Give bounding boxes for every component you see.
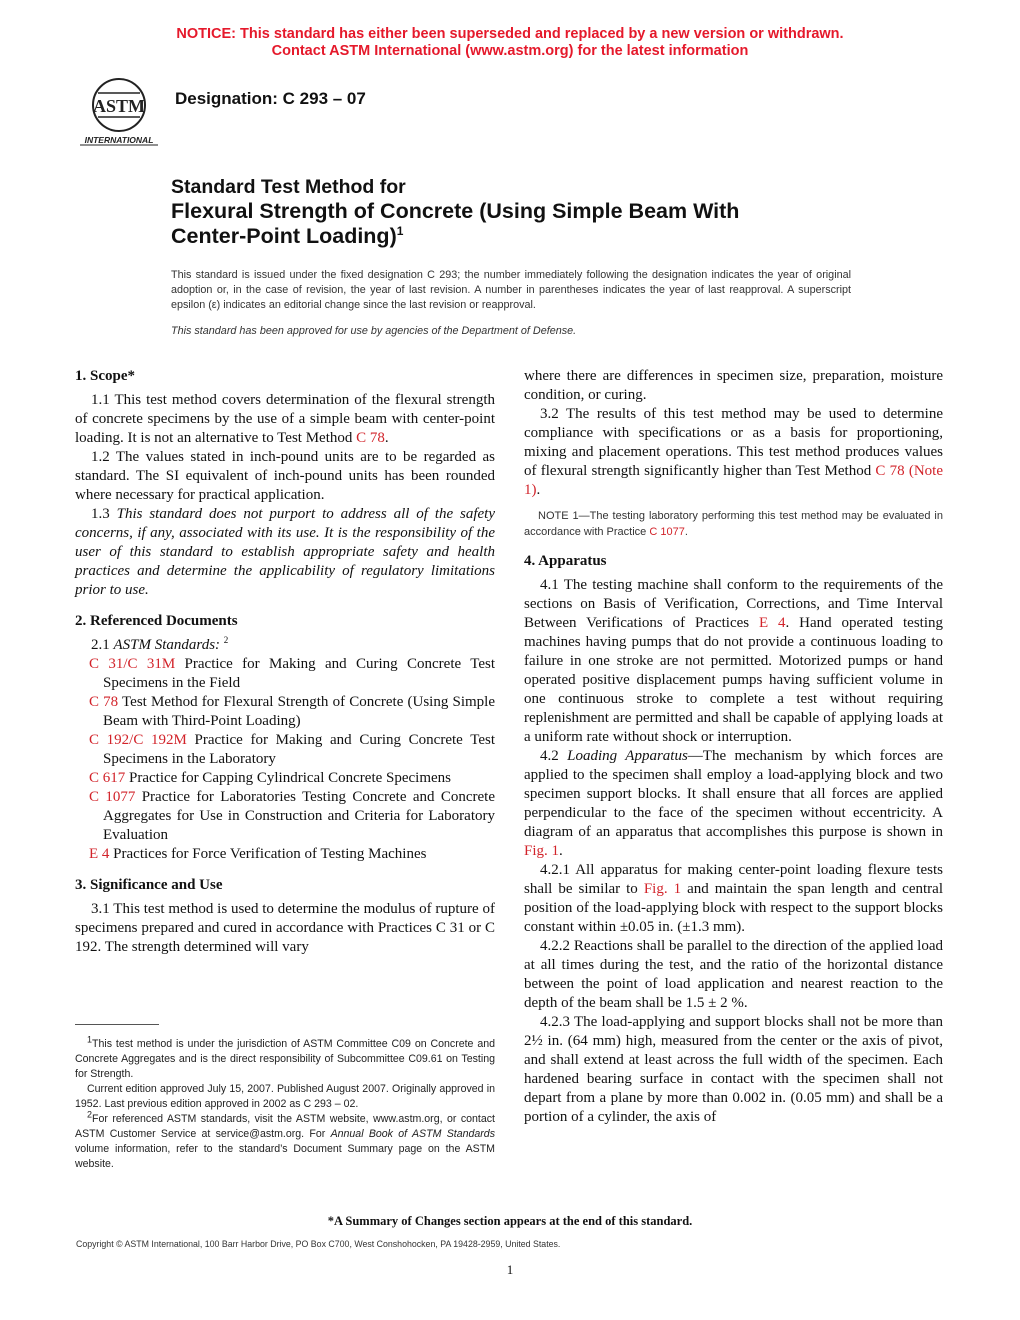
para-4-2-2: 4.2.2 Reactions shall be parallel to the direction of the applied load at all times during the test, and the ratio of the horizontal distance between the point of load application and nearest reaction to the depth of the beam shall be 1.5 ± 2 %. [524, 938, 943, 1011]
para-1-1: 1.1 This test method covers determination of the flexural strength of concrete specimens by the use of a simple beam with center-point loading. It is not an alternative to Test Method [75, 392, 495, 446]
ref-title: Test Method for Flexural Strength of Concrete (Using Simple Beam with Third-Point Loading) [103, 694, 495, 729]
section-3-heading: 3. Significance and Use [75, 877, 223, 893]
left-column [75, 367, 495, 957]
document-title [171, 175, 931, 249]
para-3-1: 3.1 This test method is used to determine the modulus of rupture of specimens prepared and cured in accordance with Practices C 31 or C 192. The strength determined will vary [75, 901, 495, 955]
ref-title: Practice for Making and Curing Concrete Test Specimens in the Laboratory [103, 732, 495, 767]
ref-title: Practice for Capping Cylindrical Concrete Specimens [125, 770, 452, 786]
footnote-2-book: Annual Book of ASTM Standards [330, 1128, 495, 1140]
summary-of-changes-note: *A Summary of Changes section appears at the end of this standard. [327, 1214, 693, 1228]
para-4-2-3: 4.2.3 The load-applying and support blocks shall not be more than 2½ in. (64 mm) high, measured from the center or the axis of pivot, and shall extend at least across the full width of the specimen. Each hardened bearing surface in contact with the specimen shall not depart from a plane by more than 0.002 in. (0.05 mm) and shall be a portion of a cylinder, the axis of [524, 1014, 943, 1125]
astm-standards-label: ASTM Standards: [113, 637, 221, 653]
note-1-text: —The testing laboratory performing this test method may be evaluated in accordance with Practice [524, 510, 943, 538]
logo-subtitle: INTERNATIONAL [84, 135, 154, 145]
para-1-1-end: . [384, 430, 389, 446]
withdrawn-notice [0, 26, 1020, 60]
ref-code[interactable]: C 78 [89, 694, 119, 710]
footnote-rule [75, 1024, 159, 1025]
section-2-heading: 2. Referenced Documents [75, 613, 238, 629]
footnote-1: This test method is under the jurisdiction of ASTM Committee C09 on Concrete and Concrete Aggregates and is the direct responsibility of Subcommittee C09.61 on Testing for Strength. [75, 1038, 495, 1080]
ref-title: Practice for Making and Curing Concrete Test Specimens in the Field [103, 656, 496, 691]
ref-code[interactable]: C 1077 [89, 789, 136, 805]
footnote-1-marker: 1 [87, 1034, 93, 1045]
footnote-1-edition: Current edition approved July 15, 2007. Published August 2007. Originally approved in 1952. Last previous edition approved in 2002 as C 293 – 02. [75, 1083, 495, 1110]
astm-logo [78, 75, 160, 147]
ref-code[interactable]: C 192/C 192M [89, 732, 187, 748]
para-4-2-num: 4.2 [540, 748, 568, 764]
ref-title: Practice for Laboratories Testing Concrete and Concrete Aggregates for Use in Construction and Criteria for Laboratory Evaluation [103, 789, 495, 843]
footnote-ref-2[interactable]: 2 [223, 635, 229, 645]
ref-code[interactable]: C 31/C 31M [89, 656, 176, 672]
loading-apparatus-label: Loading Apparatus [567, 748, 688, 764]
link-e4[interactable]: E 4 [758, 615, 786, 631]
title-line-1: Standard Test Method for [171, 176, 406, 198]
para-4-2: —The mechanism by which forces are applied to the specimen shall employ a load-applying block and two specimen support blocks. It shall ensure that all forces are applied perpendicular to the face of the specimen without eccentricity. A diagram of an apparatus that accomplishes this purpose is shown in [524, 748, 944, 840]
para-1-2: 1.2 The values stated in inch-pound units are to be regarded as standard. The SI equivalent of inch-pound units has been rounded where necessary for practical application. [75, 449, 495, 503]
link-c1077[interactable]: C 1077 [649, 526, 685, 538]
issuance-statement: This standard is issued under the fixed designation C 293; the number immediately following the designation indicates the year of original adoption or, in the case of revision, the year of last revision. A number in parentheses indicates the year of last reapproval. A superscript epsilon (ε) indicates an editorial change since the last revision or reapproval. [171, 269, 851, 311]
para-1-3-num: 1.3 [91, 506, 117, 522]
link-c78[interactable]: C 78 [356, 430, 385, 446]
link-note-1[interactable]: (Note 1) [524, 463, 944, 498]
para-4-1-end: . Hand operated testing machines having pumps that do not provide a continuous loading to failure in one stroke are not permitted. Motorized pumps or hand operated positive displacement pumps having sufficient volume in one continuous stroke to complete a test without requiring replenishment are permitted and shall be capable of applying loads at a uniform rate without shock or interruption. [524, 615, 944, 745]
para-4-2-1: 4.2.1 All apparatus for making center-point loading flexure tests shall be similar to [524, 862, 943, 897]
para-4-2-end: . [559, 843, 563, 859]
ref-code[interactable]: C 617 [89, 770, 126, 786]
footnotes [75, 1034, 495, 1172]
note-1-label: NOTE 1 [538, 510, 579, 522]
title-footnote-ref[interactable]: 1 [396, 223, 404, 238]
title-line-3: Center-Point Loading) [171, 224, 397, 248]
note-1-end: . [684, 526, 688, 538]
title-line-2: Flexural Strength of Concrete (Using Simple Beam With [171, 199, 740, 223]
para-3-1-continued: where there are differences in specimen size, preparation, moisture condition, or curing. [524, 368, 943, 403]
section-4-heading: 4. Apparatus [524, 553, 607, 569]
section-1-heading: 1. Scope* [75, 368, 135, 384]
para-4-1: 4.1 The testing machine shall conform to the requirements of the sections on Basis of Verification, Corrections, and Time Interval Between Verifications of Practices [524, 577, 943, 631]
link-fig-1[interactable]: Fig. 1 [524, 843, 560, 859]
para-4-2-1-end: and maintain the span length and central position of the load-applying block with respect to the support blocks constant within ±0.05 in. (±1.3 mm). [524, 881, 943, 935]
copyright: Copyright © ASTM International, 100 Barr Harbor Drive, PO Box C700, West Conshohocken, PA 19428-2959, United States. [76, 1239, 561, 1249]
para-1-3: This standard does not purport to address all of the safety concerns, if any, associated with its use. It is the responsibility of the user of this standard to establish appropriate safety and health practices and determine the applicability of regulatory limitations prior to use. [75, 506, 496, 598]
ref-title: Practices for Force Verification of Testing Machines [109, 846, 427, 862]
right-column [524, 367, 943, 1127]
designation: Designation: C 293 – 07 [175, 89, 366, 108]
link-fig-1[interactable]: Fig. 1 [643, 881, 682, 897]
footnote-2-end: volume information, refer to the standard’s Document Summary page on the ASTM website. [75, 1143, 495, 1170]
para-2-1-num: 2.1 [91, 637, 114, 653]
ref-code[interactable]: E 4 [89, 846, 110, 862]
link-c78[interactable]: C 78 [875, 463, 905, 479]
notice-line-2: Contact ASTM International (www.astm.org) for the latest information [271, 43, 749, 59]
footnote-2-marker: 2 [87, 1109, 93, 1120]
notice-line-1: NOTICE: This standard has either been superseded and replaced by a new version or withdrawn. [176, 26, 844, 42]
logo-letters: ASTM [92, 96, 146, 116]
para-3-2: 3.2 The results of this test method may be used to determine compliance with specifications or as a basis for proportioning, mixing and placement operations. This test method produces values of flexural strength significantly higher than Test Method [524, 406, 943, 479]
footnote-2: For referenced ASTM standards, visit the ASTM website, www.astm.org, or contact ASTM Customer Service at service@astm.org. For [75, 1113, 495, 1140]
page-number: 1 [506, 1262, 514, 1277]
para-3-2-end: . [536, 482, 541, 498]
dod-approval: This standard has been approved for use by agencies of the Department of Defense. [171, 325, 577, 337]
